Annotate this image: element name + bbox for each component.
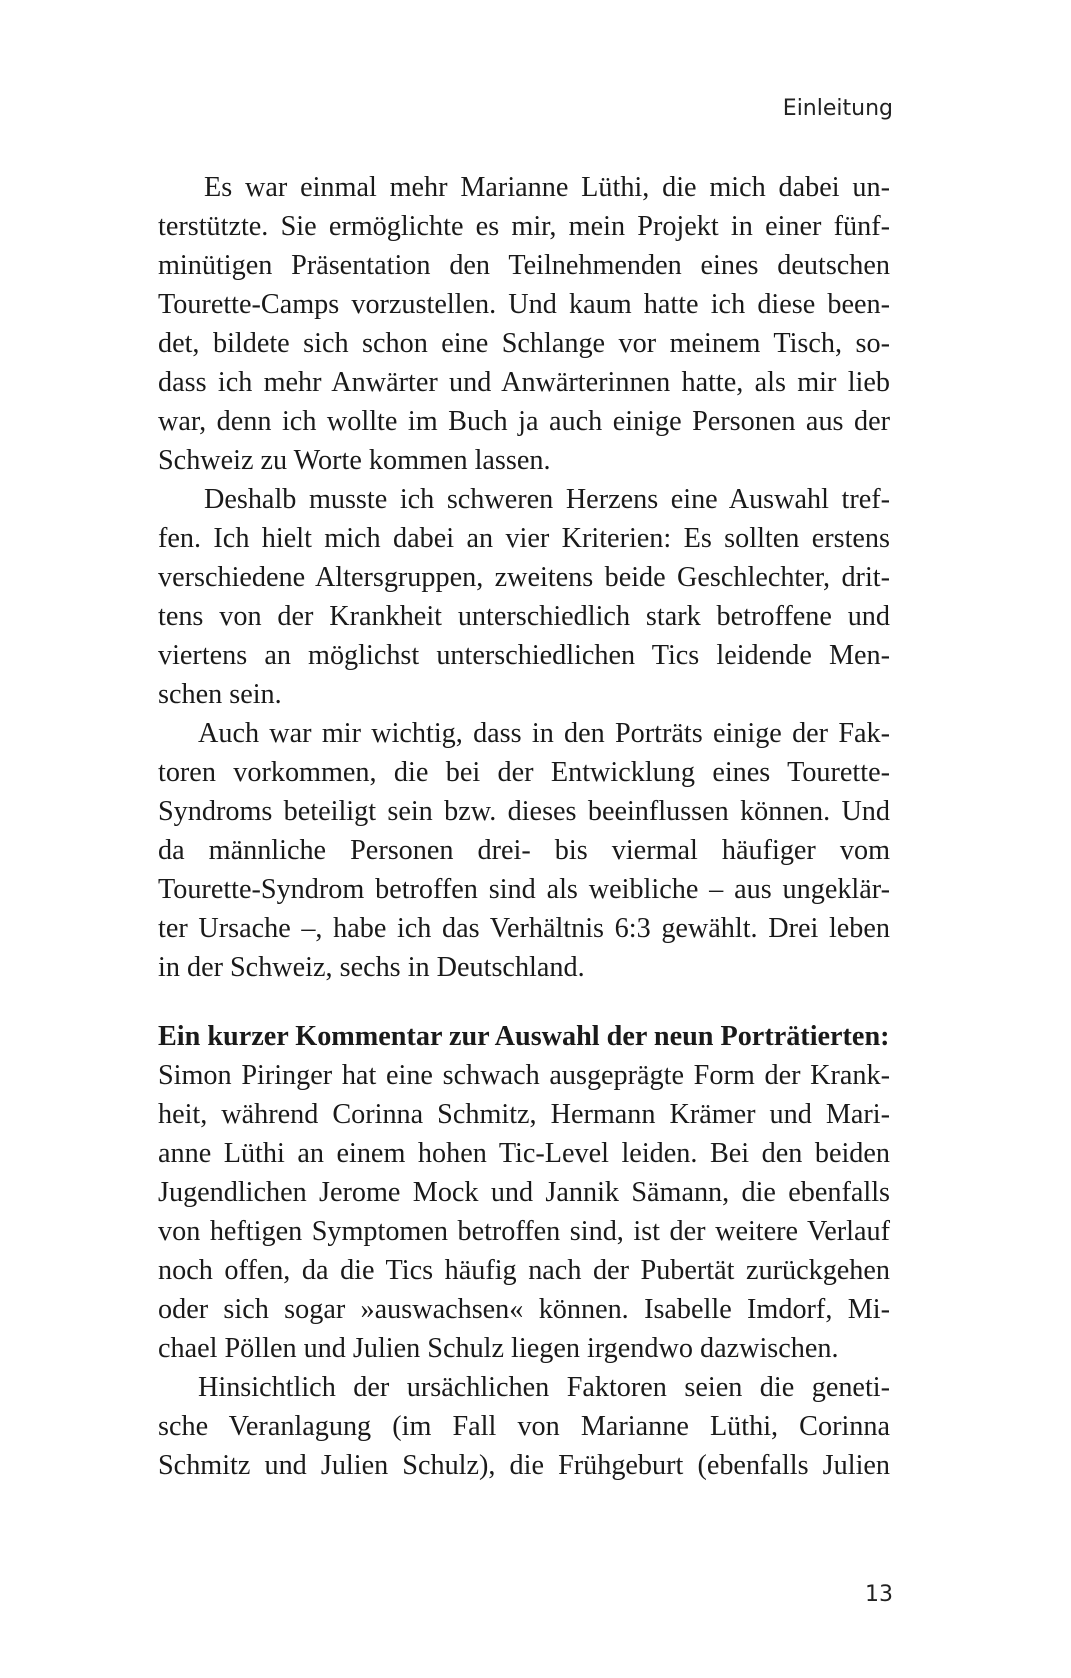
- text-line: det, bildete sich schon eine Schlange vor meinem Tisch, so-: [158, 328, 890, 359]
- text-line: heit, während Corinna Schmitz, Hermann Krämer und Mari-: [158, 1099, 890, 1130]
- text-line: viertens an möglichst unterschiedlichen Tics leidende Men-: [158, 640, 890, 671]
- text-line: Schmitz und Julien Schulz), die Frühgeburt (ebenfalls Julien: [158, 1450, 890, 1481]
- text-line: toren vorkommen, die bei der Entwicklung eines Tourette-: [158, 757, 890, 788]
- text-line: terstützte. Sie ermöglichte es mir, mein Projekt in einer fünf-: [158, 211, 890, 242]
- text-line: chael Pöllen und Julien Schulz liegen irgendwo dazwischen.: [158, 1333, 839, 1364]
- text-line: da männliche Personen drei- bis viermal häufiger vom: [158, 835, 890, 866]
- section-heading: Ein kurzer Kommentar zur Auswahl der neun Porträtierten:: [158, 1021, 890, 1052]
- text-line: Auch war mir wichtig, dass in den Porträts einige der Fak-: [198, 718, 890, 749]
- text-line: fen. Ich hielt mich dabei an vier Kriterien: Es sollten erstens: [158, 523, 890, 554]
- text-line: verschiedene Altersgruppen, zweitens beide Geschlechter, drit-: [158, 562, 890, 593]
- text-line: Tourette-Camps vorzustellen. Und kaum hatte ich diese been-: [158, 289, 890, 320]
- text-line: anne Lüthi an einem hohen Tic-Level leiden. Bei den beiden: [158, 1138, 890, 1169]
- section-gap: [158, 987, 890, 1017]
- text-line: Hinsichtlich der ursächlichen Faktoren seien die geneti-: [198, 1372, 890, 1403]
- text-line: Tourette-Syndrom betroffen sind als weibliche – aus ungeklär-: [158, 874, 890, 905]
- text-line: minütigen Präsentation den Teilnehmenden eines deutschen: [158, 250, 890, 281]
- text-line: schen sein.: [158, 679, 282, 710]
- text-line: war, denn ich wollte im Buch ja auch einige Personen aus der: [158, 406, 890, 437]
- text-line: sche Veranlagung (im Fall von Marianne Lüthi, Corinna: [158, 1411, 890, 1442]
- text-line: Syndroms beteiligt sein bzw. dieses beeinflussen können. Und: [158, 796, 890, 827]
- text-line: Deshalb musste ich schweren Herzens eine Auswahl tref-: [204, 484, 890, 515]
- text-line: tens von der Krankheit unterschiedlich stark betroffene und: [158, 601, 890, 632]
- text-line: Jugendlichen Jerome Mock und Jannik Sämann, die ebenfalls: [158, 1177, 890, 1208]
- text-line: in der Schweiz, sechs in Deutschland.: [158, 952, 585, 983]
- text-line: dass ich mehr Anwärter und Anwärterinnen hatte, als mir lieb: [158, 367, 890, 398]
- running-head: Einleitung: [782, 96, 893, 121]
- text-line: ter Ursache –, habe ich das Verhältnis 6:3 gewählt. Drei leben: [158, 913, 890, 944]
- text-line: von heftigen Symptomen betroffen sind, ist der weitere Verlauf: [158, 1216, 890, 1247]
- text-line: noch offen, da die Tics häufig nach der Pubertät zurückgehen: [158, 1255, 890, 1286]
- text-line: Schweiz zu Worte kommen lassen.: [158, 445, 551, 476]
- body-text: [158, 168, 890, 1485]
- text-line: oder sich sogar »auswachsen« können. Isabelle Imdorf, Mi-: [158, 1294, 890, 1325]
- page-number: 13: [865, 1582, 893, 1607]
- text-line: Es war einmal mehr Marianne Lüthi, die mich dabei un-: [204, 172, 890, 203]
- text-line: Simon Piringer hat eine schwach ausgeprägte Form der Krank-: [158, 1060, 890, 1091]
